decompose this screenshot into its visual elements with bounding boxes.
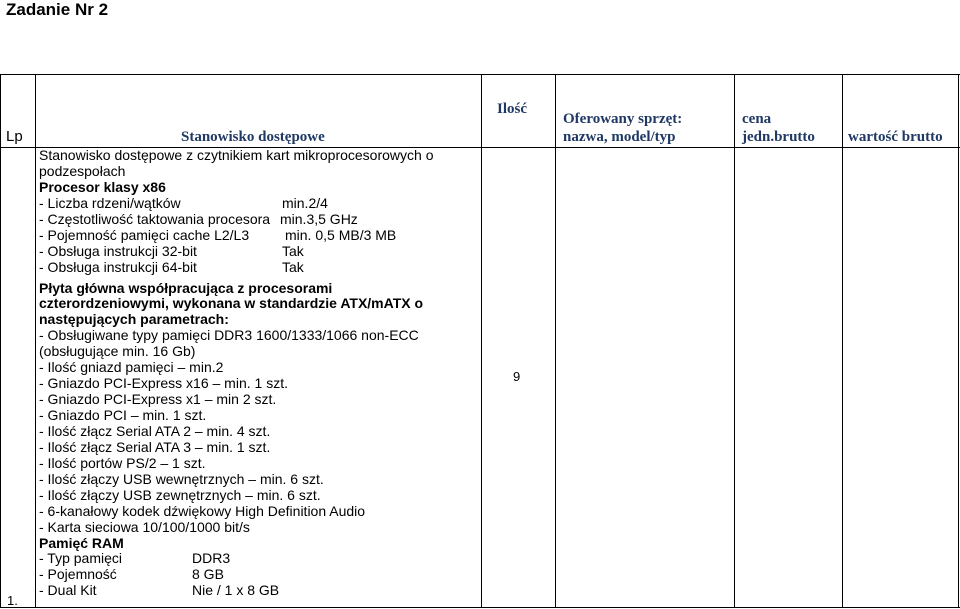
- intro-line: podzespołach: [39, 162, 126, 179]
- row-description: [39, 148, 509, 599]
- motherboard-spec: - Ilość złącz Serial ATA 3 – min. 1 szt.: [39, 438, 271, 455]
- header-stanowisko: Stanowisko dostępowe: [181, 129, 325, 145]
- processor-spec: [39, 228, 509, 244]
- header-lp: Lp: [6, 128, 23, 145]
- header-ilosc: Ilość: [497, 101, 527, 117]
- spec-label: - Dual Kit: [39, 582, 97, 599]
- spec-label: - Pojemność pamięci cache L2/L3: [39, 226, 250, 243]
- processor-spec: [39, 196, 509, 212]
- spec-value: min.3,5 GHz: [280, 210, 358, 227]
- motherboard-spec: - Ilość złączy USB zewnętrznych – min. 6 szt.: [39, 486, 321, 503]
- motherboard-title: czterordzeniowymi, wykonana w standardzie ATX/mATX o: [39, 295, 424, 312]
- spec-value: Tak: [282, 242, 304, 259]
- header-wartosc: wartość brutto: [848, 129, 943, 145]
- motherboard-spec: - Ilość złączy USB wewnętrznych – min. 6 szt.: [39, 470, 324, 487]
- row-lp: 1.: [7, 593, 18, 608]
- motherboard-spec: - Gniazdo PCI-Express x1 – min 2 szt.: [39, 391, 277, 408]
- motherboard-spec: - Obsługiwane typy pamięci DDR3 1600/1333/1066 non-ECC: [39, 327, 419, 344]
- column-divider-lp: [35, 74, 36, 608]
- spec-value: 8 GB: [192, 566, 224, 583]
- intro-line: Stanowisko dostępowe z czytnikiem kart mikroprocesorowych o: [39, 147, 434, 163]
- spec-value: DDR3: [192, 550, 231, 567]
- spec-value: Nie / 1 x 8 GB: [192, 582, 280, 599]
- spec-value: min. 0,5 MB/3 MB: [285, 226, 397, 243]
- motherboard-spec: - Ilość portów PS/2 – 1 szt.: [39, 454, 206, 471]
- table-border-top: [0, 74, 960, 75]
- motherboard-spec: (obsługujące min. 16 Gb): [39, 343, 196, 360]
- motherboard-spec: - Karta sieciowa 10/100/1000 bit/s: [39, 518, 250, 535]
- motherboard-spec: - Gniazdo PCI-Express x16 – min. 1 szt.: [39, 375, 288, 392]
- header-oferowany-line1: Oferowany sprzęt:: [563, 111, 683, 127]
- header-oferowany-line2: nazwa, model/typ: [563, 129, 676, 145]
- table-border-bottom: [0, 607, 960, 608]
- spec-label: - Obsługa instrukcji 32-bit: [39, 242, 197, 259]
- spec-label: - Obsługa instrukcji 64-bit: [39, 258, 197, 275]
- spec-label: - Częstotliwość taktowania procesora: [39, 210, 271, 227]
- motherboard-spec: - Gniazdo PCI – min. 1 szt.: [39, 407, 207, 423]
- ram-spec: [39, 583, 509, 599]
- processor-spec: [39, 212, 509, 228]
- column-divider-oferowany: [734, 74, 735, 608]
- motherboard-title: następujących parametrach:: [39, 311, 229, 328]
- spec-label: - Pojemność: [39, 566, 117, 583]
- motherboard-title: Płyta główna współpracująca z procesorami: [39, 279, 333, 296]
- column-divider-cena: [842, 74, 843, 608]
- page-title: Zadanie Nr 2: [6, 0, 109, 19]
- spec-value: min.2/4: [282, 194, 328, 211]
- motherboard-spec: - Ilość gniazd pamięci – min.2: [39, 359, 224, 376]
- row-quantity: 9: [513, 369, 521, 384]
- motherboard-spec: - Ilość złącz Serial ATA 2 – min. 4 szt.: [39, 422, 271, 439]
- processor-spec: [39, 260, 509, 276]
- processor-spec: [39, 244, 509, 260]
- spec-label: - Liczba rdzeni/wątków: [39, 194, 181, 211]
- spec-label: - Typ pamięci: [39, 550, 122, 567]
- ram-title: Pamięć RAM: [39, 534, 124, 551]
- processor-title: Procesor klasy x86: [39, 178, 166, 195]
- header-cena-line1: cena: [742, 111, 772, 127]
- spec-value: Tak: [282, 258, 304, 275]
- table-border-right: [958, 74, 959, 608]
- motherboard-spec: - 6-kanałowy kodek dźwiękowy High Definition Audio: [39, 502, 366, 519]
- ram-spec: [39, 567, 509, 583]
- table-border-left: [0, 74, 1, 608]
- header-cena-line2: jedn.brutto: [742, 129, 815, 145]
- ram-spec: [39, 551, 509, 567]
- column-divider-ilosc: [555, 74, 556, 608]
